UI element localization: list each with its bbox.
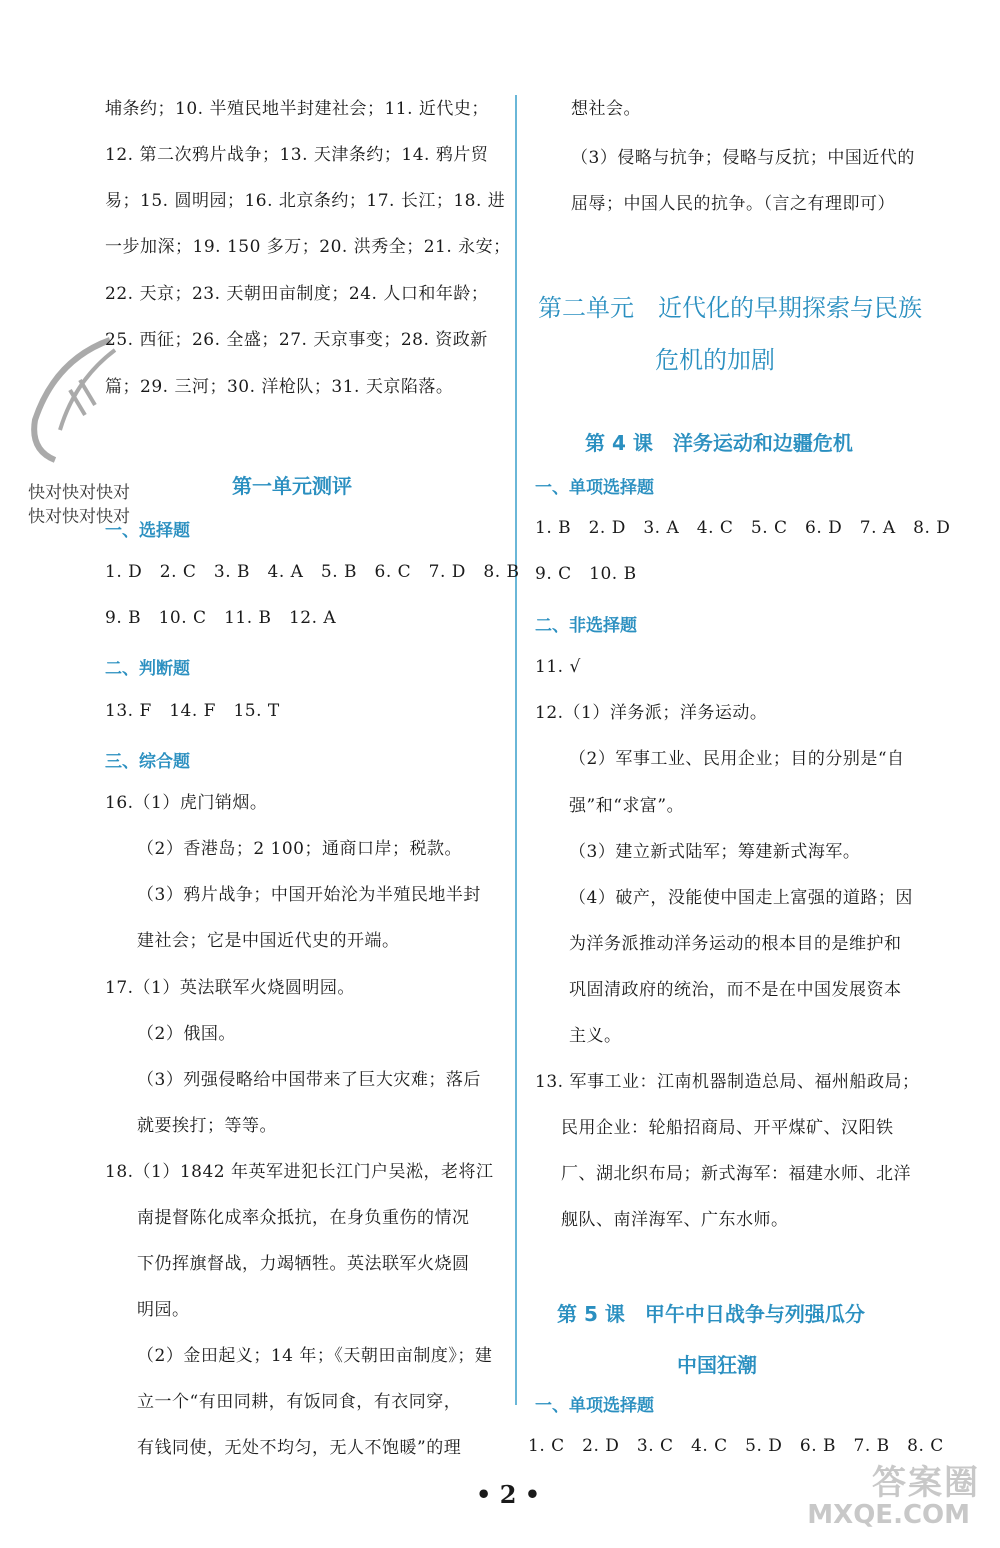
answer-line: 厂、湖北织布局；新式海军：福建水师、北洋 bbox=[561, 1164, 911, 1184]
answer-line: 为洋务派推动洋务运动的根本目的是维护和 bbox=[569, 934, 902, 954]
column-divider bbox=[515, 95, 517, 1405]
text-line: （3）侵略与抗争；侵略与反抗；中国近代的 bbox=[571, 148, 915, 168]
text-line: 一步加深；19. 150 多万；20. 洪秀全；21. 永安； bbox=[105, 237, 511, 257]
text-line: 屈辱；中国人民的抗争。（言之有理即可） bbox=[571, 194, 895, 214]
section-heading: 一、单项选择题 bbox=[535, 1396, 654, 1416]
answer-line: （3）列强侵略给中国带来了巨大灾难；落后 bbox=[137, 1070, 481, 1090]
section-heading: 一、选择题 bbox=[105, 521, 190, 541]
answer-line: （2）金田起义；14 年；《天朝田亩制度》；建 bbox=[137, 1346, 493, 1366]
lesson-title-cont: 中国狂潮 bbox=[677, 1353, 757, 1377]
text-line: 25. 西征；26. 全盛；27. 天京事变；28. 资政新 bbox=[105, 330, 488, 350]
answer-line: （2）军事工业、民用企业；目的分别是“自 bbox=[569, 749, 905, 769]
answer-line: 巩固清政府的统治，而不是在中国发展资本 bbox=[569, 980, 902, 1000]
answer-line: 就要挨打；等等。 bbox=[137, 1116, 277, 1136]
answer-line: 1. B 2. D 3. A 4. C 5. C 6. D 7. A 8. D bbox=[535, 518, 951, 538]
answer-line: （3）建立新式陆军；筹建新式海军。 bbox=[569, 842, 861, 862]
answer-line: 18.（1）1842 年英军进犯长江门户吴淞，老将江 bbox=[105, 1162, 494, 1182]
text-line: 想社会。 bbox=[571, 99, 641, 119]
answer-line: 建社会；它是中国近代史的开端。 bbox=[137, 931, 400, 951]
page-number: • 2 • bbox=[476, 1480, 541, 1509]
answer-line: 明园。 bbox=[137, 1300, 190, 1320]
answer-line: 13. F 14. F 15. T bbox=[105, 701, 280, 721]
lesson-title: 第 5 课 甲午中日战争与列强瓜分 bbox=[557, 1302, 865, 1326]
answer-line: 16.（1）虎门销烟。 bbox=[105, 793, 268, 813]
stamp-text-2: 快对快对快对 bbox=[28, 507, 130, 527]
section-heading: 一、单项选择题 bbox=[535, 478, 654, 498]
answer-line: 9. B 10. C 11. B 12. A bbox=[105, 608, 337, 628]
answer-line: 下仍挥旗督战，力竭牺牲。英法联军火烧圆 bbox=[137, 1254, 470, 1274]
unit-test-title: 第一单元测评 bbox=[232, 474, 352, 498]
answer-line: 立一个“有田同耕，有饭同食，有衣同穿， bbox=[137, 1392, 462, 1412]
answer-line: （4）破产，没能使中国走上富强的道路；因 bbox=[569, 888, 913, 908]
answer-line: 11. √ bbox=[535, 657, 581, 677]
answer-line: 1. D 2. C 3. B 4. A 5. B 6. C 7. D 8. B bbox=[105, 562, 520, 582]
watermark-logo: 答案圈 bbox=[872, 1463, 980, 1503]
answer-line: （3）鸦片战争；中国开始沦为半殖民地半封 bbox=[137, 885, 481, 905]
answer-line: 有钱同使，无处不均匀，无人不饱暖”的理 bbox=[137, 1438, 462, 1458]
text-line: 埔条约；10. 半殖民地半封建社会；11. 近代史； bbox=[105, 99, 489, 119]
section-heading: 二、判断题 bbox=[105, 659, 190, 679]
answer-line: 13. 军事工业：江南机器制造总局、福州船政局； bbox=[535, 1072, 920, 1092]
answer-line: 南提督陈化成率众抵抗，在身负重伤的情况 bbox=[137, 1208, 470, 1228]
answer-line: 12.（1）洋务派；洋务运动。 bbox=[535, 703, 768, 723]
text-line: 12. 第二次鸦片战争；13. 天津条约；14. 鸦片贸 bbox=[105, 145, 489, 165]
section-heading: 二、非选择题 bbox=[535, 616, 637, 636]
stamp-text-1: 快对快对快对 bbox=[28, 483, 130, 503]
answer-line: 主义。 bbox=[569, 1026, 622, 1046]
watermark-url: MXQE.COM bbox=[807, 1500, 970, 1530]
answer-line: 民用企业：轮船招商局、开平煤矿、汉阳铁 bbox=[561, 1118, 894, 1138]
unit-title-cont: 危机的加剧 bbox=[655, 346, 775, 374]
answer-line: （2）香港岛；2 100；通商口岸；税款。 bbox=[137, 839, 462, 859]
answer-line: 强”和“求富”。 bbox=[569, 796, 685, 816]
answer-line: 17.（1）英法联军火烧圆明园。 bbox=[105, 978, 355, 998]
answer-line: （2）俄国。 bbox=[137, 1024, 236, 1044]
unit-title: 第二单元 近代化的早期探索与民族 bbox=[538, 294, 922, 322]
answer-line: 1. C 2. D 3. C 4. C 5. D 6. B 7. B 8. C bbox=[528, 1436, 944, 1456]
section-heading: 三、综合题 bbox=[105, 752, 190, 772]
text-line: 22. 天京；23. 天朝田亩制度；24. 人口和年龄； bbox=[105, 284, 489, 304]
text-line: 易；15. 圆明园；16. 北京条约；17. 长江；18. 进 bbox=[105, 191, 506, 211]
answer-line: 9. C 10. B bbox=[535, 564, 637, 584]
answer-line: 舰队、南洋海军、广东水师。 bbox=[561, 1210, 789, 1230]
text-line: 篇；29. 三河；30. 洋枪队；31. 天京陷落。 bbox=[105, 377, 454, 397]
lesson-title: 第 4 课 洋务运动和边疆危机 bbox=[585, 431, 853, 455]
